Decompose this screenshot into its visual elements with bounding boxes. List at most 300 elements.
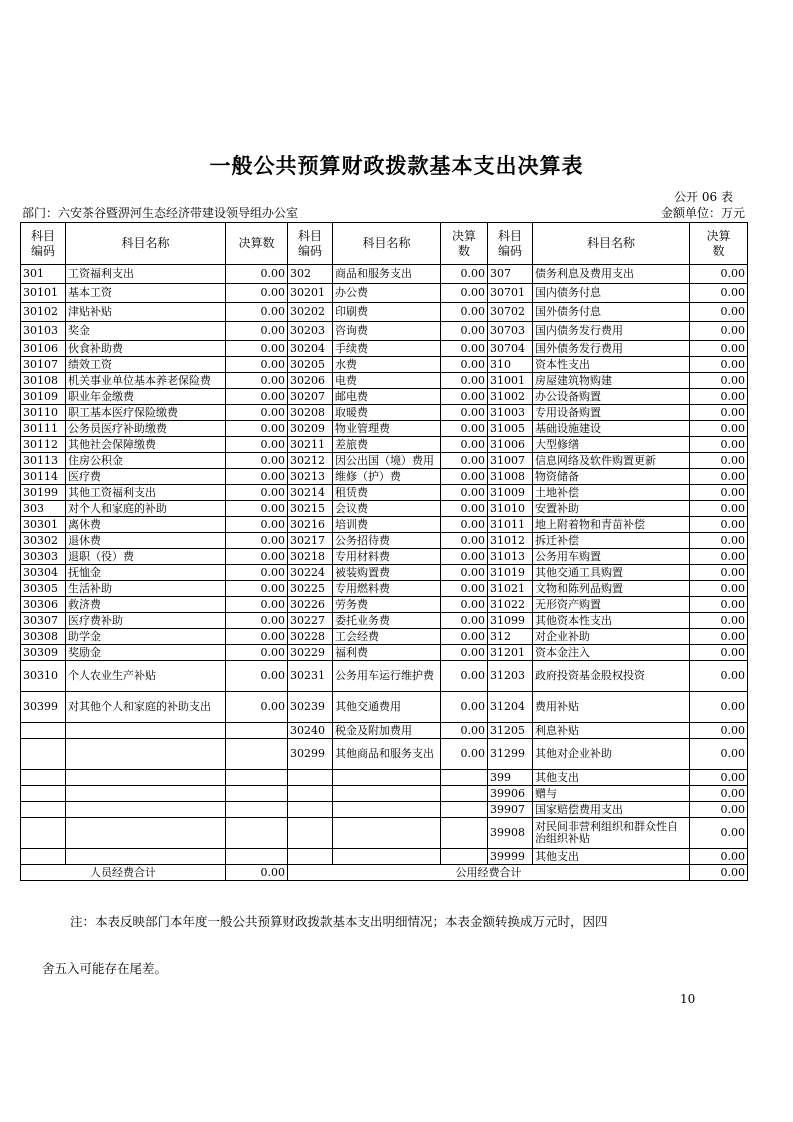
table-row	[21, 723, 748, 739]
subject-name-cell	[333, 770, 441, 786]
amount-cell: 0.00	[441, 405, 488, 421]
subject-code-cell: 30207	[288, 389, 333, 405]
amount-cell: 0.00	[690, 739, 748, 770]
subject-code-cell: 30215	[288, 501, 333, 517]
column-header: 科目 编码	[288, 223, 333, 265]
table-row	[21, 770, 748, 786]
amount-cell	[441, 786, 488, 802]
expenditure-table	[20, 222, 748, 881]
personnel-total-value: 0.00	[226, 865, 288, 881]
subject-name-cell	[66, 802, 226, 818]
table-row	[21, 357, 748, 373]
amount-cell: 0.00	[441, 517, 488, 533]
subject-name-cell: 费用补贴	[533, 692, 690, 723]
subject-name-cell: 其他支出	[533, 849, 690, 865]
table-row	[21, 849, 748, 865]
amount-cell: 0.00	[226, 303, 288, 322]
subject-name-cell: 政府投资基金股权投资	[533, 661, 690, 692]
subject-name-cell: 抚恤金	[66, 565, 226, 581]
column-header: 科目 编码	[488, 223, 533, 265]
subject-code-cell: 30227	[288, 613, 333, 629]
amount-cell: 0.00	[690, 322, 748, 341]
subject-name-cell: 国外债务发行费用	[533, 341, 690, 357]
amount-cell: 0.00	[226, 284, 288, 303]
amount-cell: 0.00	[690, 341, 748, 357]
table-row	[21, 629, 748, 645]
amount-cell: 0.00	[690, 565, 748, 581]
amount-cell: 0.00	[441, 692, 488, 723]
subject-code-cell: 31001	[488, 373, 533, 389]
subject-name-cell: 津贴补贴	[66, 303, 226, 322]
subject-name-cell: 维修（护）费	[333, 469, 441, 485]
subject-name-cell: 工会经费	[333, 629, 441, 645]
subject-name-cell: 取暖费	[333, 405, 441, 421]
subject-name-cell	[333, 786, 441, 802]
subject-name-cell: 工资福利支出	[66, 265, 226, 284]
subject-code-cell	[288, 786, 333, 802]
amount-cell: 0.00	[441, 533, 488, 549]
amount-cell: 0.00	[441, 389, 488, 405]
subject-code-cell: 307	[488, 265, 533, 284]
subject-code-cell	[21, 802, 66, 818]
subject-name-cell: 房屋建筑物购建	[533, 373, 690, 389]
subject-code-cell: 30704	[488, 341, 533, 357]
amount-cell: 0.00	[226, 322, 288, 341]
subject-code-cell	[288, 770, 333, 786]
subject-name-cell: 债务利息及费用支出	[533, 265, 690, 284]
subject-name-cell: 公务用车购置	[533, 549, 690, 565]
subject-code-cell: 31002	[488, 389, 533, 405]
amount-cell: 0.00	[226, 692, 288, 723]
amount-cell: 0.00	[226, 613, 288, 629]
amount-cell	[441, 770, 488, 786]
subject-name-cell: 印刷费	[333, 303, 441, 322]
subject-code-cell: 30228	[288, 629, 333, 645]
subject-name-cell: 对其他个人和家庭的补助支出	[66, 692, 226, 723]
subject-code-cell: 30309	[21, 645, 66, 661]
subject-code-cell: 30211	[288, 437, 333, 453]
subject-code-cell: 30217	[288, 533, 333, 549]
amount-cell: 0.00	[690, 549, 748, 565]
subject-code-cell: 30212	[288, 453, 333, 469]
subject-code-cell: 31005	[488, 421, 533, 437]
amount-cell: 0.00	[226, 645, 288, 661]
amount-cell: 0.00	[226, 501, 288, 517]
amount-cell: 0.00	[441, 303, 488, 322]
amount-cell: 0.00	[690, 501, 748, 517]
subject-name-cell: 文物和陈列品购置	[533, 581, 690, 597]
amount-cell: 0.00	[690, 453, 748, 469]
table-row	[21, 613, 748, 629]
amount-cell: 0.00	[441, 723, 488, 739]
personnel-total-label: 人员经费合计	[21, 865, 226, 881]
amount-cell: 0.00	[690, 581, 748, 597]
table-row	[21, 485, 748, 501]
table-row	[21, 341, 748, 357]
subject-name-cell: 专用燃料费	[333, 581, 441, 597]
subject-code-cell: 30231	[288, 661, 333, 692]
amount-cell	[441, 802, 488, 818]
amount-cell: 0.00	[690, 802, 748, 818]
subject-code-cell: 30225	[288, 581, 333, 597]
subject-code-cell: 30239	[288, 692, 333, 723]
amount-cell: 0.00	[226, 373, 288, 389]
subject-code-cell: 31007	[488, 453, 533, 469]
table-row	[21, 469, 748, 485]
table-row	[21, 565, 748, 581]
subject-name-cell: 其他商品和服务支出	[333, 739, 441, 770]
subject-name-cell: 对民间非营利组织和群众性自治组织补贴	[533, 818, 690, 849]
subject-code-cell	[21, 739, 66, 770]
table-row	[21, 284, 748, 303]
subject-code-cell: 30701	[488, 284, 533, 303]
subject-name-cell: 办公费	[333, 284, 441, 303]
subject-code-cell: 301	[21, 265, 66, 284]
subject-code-cell: 30112	[21, 437, 66, 453]
amount-cell: 0.00	[690, 373, 748, 389]
subject-code-cell: 30110	[21, 405, 66, 421]
subject-code-cell: 30111	[21, 421, 66, 437]
subject-code-cell	[21, 786, 66, 802]
subject-code-cell: 31099	[488, 613, 533, 629]
table-row	[21, 322, 748, 341]
amount-cell: 0.00	[690, 303, 748, 322]
amount-cell	[226, 739, 288, 770]
amount-cell: 0.00	[690, 692, 748, 723]
subject-code-cell: 303	[21, 501, 66, 517]
subject-code-cell: 30301	[21, 517, 66, 533]
amount-cell: 0.00	[690, 469, 748, 485]
form-number: 公开 06 表	[674, 190, 733, 204]
subject-code-cell: 30113	[21, 453, 66, 469]
subject-name-cell: 资本性支出	[533, 357, 690, 373]
amount-cell: 0.00	[441, 661, 488, 692]
subject-name-cell: 对企业补助	[533, 629, 690, 645]
subject-code-cell: 30204	[288, 341, 333, 357]
amount-cell: 0.00	[690, 629, 748, 645]
subject-code-cell: 30306	[21, 597, 66, 613]
table-header-row	[21, 223, 748, 265]
amount-cell: 0.00	[441, 645, 488, 661]
subject-name-cell: 退职（役）费	[66, 549, 226, 565]
subject-name-cell	[66, 786, 226, 802]
amount-cell	[226, 770, 288, 786]
subject-code-cell: 30240	[288, 723, 333, 739]
amount-cell: 0.00	[690, 265, 748, 284]
subject-code-cell: 30218	[288, 549, 333, 565]
subject-code-cell: 30307	[21, 613, 66, 629]
subject-name-cell	[66, 739, 226, 770]
subject-name-cell: 因公出国（境）费用	[333, 453, 441, 469]
amount-cell: 0.00	[441, 322, 488, 341]
subject-code-cell: 30703	[488, 322, 533, 341]
subject-name-cell: 被装购置费	[333, 565, 441, 581]
subject-name-cell: 大型修缮	[533, 437, 690, 453]
amount-cell: 0.00	[441, 629, 488, 645]
subject-name-cell: 信息网络及软件购置更新	[533, 453, 690, 469]
subject-name-cell: 差旅费	[333, 437, 441, 453]
subject-name-cell: 会议费	[333, 501, 441, 517]
table-row	[21, 802, 748, 818]
subject-code-cell: 30229	[288, 645, 333, 661]
amount-cell: 0.00	[441, 549, 488, 565]
amount-cell: 0.00	[226, 549, 288, 565]
subject-code-cell: 30213	[288, 469, 333, 485]
amount-cell: 0.00	[441, 597, 488, 613]
subject-name-cell: 其他社会保障缴费	[66, 437, 226, 453]
subject-code-cell: 399	[488, 770, 533, 786]
table-row	[21, 739, 748, 770]
subject-code-cell: 31201	[488, 645, 533, 661]
subject-code-cell: 39999	[488, 849, 533, 865]
amount-cell: 0.00	[226, 565, 288, 581]
subject-code-cell: 30199	[21, 485, 66, 501]
subject-name-cell: 安置补助	[533, 501, 690, 517]
subject-name-cell	[66, 770, 226, 786]
subject-name-cell: 委托业务费	[333, 613, 441, 629]
amount-cell: 0.00	[226, 629, 288, 645]
subject-name-cell: 办公设备购置	[533, 389, 690, 405]
subject-code-cell: 30304	[21, 565, 66, 581]
amount-cell: 0.00	[441, 565, 488, 581]
amount-cell: 0.00	[226, 389, 288, 405]
amount-cell: 0.00	[690, 485, 748, 501]
subject-code-cell: 30299	[288, 739, 333, 770]
amount-cell: 0.00	[226, 517, 288, 533]
amount-unit-label: 金额单位：万元	[660, 206, 745, 220]
department-label: 部门：六安茶谷暨淠河生态经济带建设领导组办公室	[22, 206, 299, 220]
amount-cell: 0.00	[690, 357, 748, 373]
subject-name-cell	[333, 818, 441, 849]
table-row	[21, 437, 748, 453]
amount-cell	[441, 818, 488, 849]
subject-name-cell: 土地补偿	[533, 485, 690, 501]
table-row	[21, 501, 748, 517]
amount-cell: 0.00	[226, 581, 288, 597]
subject-code-cell: 31012	[488, 533, 533, 549]
amount-cell: 0.00	[690, 597, 748, 613]
table-row	[21, 581, 748, 597]
amount-cell: 0.00	[441, 421, 488, 437]
subject-name-cell: 物业管理费	[333, 421, 441, 437]
table-row	[21, 533, 748, 549]
table-row	[21, 517, 748, 533]
subject-name-cell: 税金及附加费用	[333, 723, 441, 739]
amount-cell: 0.00	[226, 421, 288, 437]
subject-name-cell: 劳务费	[333, 597, 441, 613]
subject-name-cell: 国家赔偿费用支出	[533, 802, 690, 818]
table-row	[21, 389, 748, 405]
subject-name-cell: 物资储备	[533, 469, 690, 485]
subject-code-cell: 30303	[21, 549, 66, 565]
subject-code-cell: 39908	[488, 818, 533, 849]
subject-code-cell: 30399	[21, 692, 66, 723]
subject-name-cell: 商品和服务支出	[333, 265, 441, 284]
amount-cell: 0.00	[441, 613, 488, 629]
subject-code-cell: 30103	[21, 322, 66, 341]
amount-cell: 0.00	[690, 661, 748, 692]
subject-code-cell	[21, 723, 66, 739]
amount-cell: 0.00	[226, 357, 288, 373]
subject-code-cell: 31009	[488, 485, 533, 501]
amount-cell: 0.00	[690, 849, 748, 865]
subject-code-cell: 30216	[288, 517, 333, 533]
amount-cell: 0.00	[441, 453, 488, 469]
subject-code-cell	[21, 849, 66, 865]
subject-name-cell: 个人农业生产补贴	[66, 661, 226, 692]
column-header: 决算 数	[690, 223, 748, 265]
subject-code-cell: 30106	[21, 341, 66, 357]
amount-cell: 0.00	[441, 357, 488, 373]
subject-name-cell: 其他交通工具购置	[533, 565, 690, 581]
subject-code-cell: 31008	[488, 469, 533, 485]
table-row	[21, 597, 748, 613]
table-row	[21, 303, 748, 322]
subject-code-cell: 30702	[488, 303, 533, 322]
subject-code-cell: 30226	[288, 597, 333, 613]
table-row	[21, 549, 748, 565]
footnote-line-1: 注：本表反映部门本年度一般公共预算财政拨款基本支出明细情况；本表金额转换成万元时，因四	[70, 914, 608, 929]
subject-code-cell: 30310	[21, 661, 66, 692]
amount-cell: 0.00	[226, 265, 288, 284]
subject-code-cell: 30209	[288, 421, 333, 437]
amount-cell: 0.00	[690, 284, 748, 303]
subject-name-cell: 奖金	[66, 322, 226, 341]
subject-code-cell: 302	[288, 265, 333, 284]
subject-code-cell: 39906	[488, 786, 533, 802]
subject-code-cell: 30205	[288, 357, 333, 373]
total-row	[21, 865, 748, 881]
column-header: 科目名称	[533, 223, 690, 265]
table-row	[21, 453, 748, 469]
amount-cell	[226, 786, 288, 802]
subject-name-cell: 专用材料费	[333, 549, 441, 565]
subject-code-cell: 310	[488, 357, 533, 373]
amount-cell: 0.00	[690, 437, 748, 453]
subject-code-cell: 30224	[288, 565, 333, 581]
column-header: 决算 数	[441, 223, 488, 265]
subject-name-cell	[333, 802, 441, 818]
amount-cell: 0.00	[226, 341, 288, 357]
column-header: 科目名称	[333, 223, 441, 265]
amount-cell: 0.00	[226, 485, 288, 501]
subject-code-cell	[288, 818, 333, 849]
amount-cell: 0.00	[226, 533, 288, 549]
subject-name-cell: 住房公积金	[66, 453, 226, 469]
subject-name-cell: 职业年金缴费	[66, 389, 226, 405]
subject-name-cell: 培训费	[333, 517, 441, 533]
amount-cell: 0.00	[441, 469, 488, 485]
subject-code-cell	[288, 849, 333, 865]
page-number: 10	[680, 992, 696, 1006]
subject-name-cell	[66, 723, 226, 739]
amount-cell: 0.00	[226, 661, 288, 692]
subject-name-cell: 国内债务发行费用	[533, 322, 690, 341]
subject-name-cell: 租赁费	[333, 485, 441, 501]
subject-code-cell: 30302	[21, 533, 66, 549]
subject-name-cell: 资本金注入	[533, 645, 690, 661]
footnote-line-2: 舍五入可能存在尾差。	[42, 961, 168, 976]
amount-cell: 0.00	[441, 739, 488, 770]
amount-cell: 0.00	[690, 421, 748, 437]
subject-name-cell: 公务招待费	[333, 533, 441, 549]
amount-cell	[226, 802, 288, 818]
table-row	[21, 786, 748, 802]
subject-name-cell: 其他交通费用	[333, 692, 441, 723]
subject-name-cell: 基础设施建设	[533, 421, 690, 437]
subject-name-cell: 其他资本性支出	[533, 613, 690, 629]
subject-code-cell	[21, 818, 66, 849]
amount-cell: 0.00	[690, 613, 748, 629]
subject-name-cell: 地上附着物和青苗补偿	[533, 517, 690, 533]
amount-cell: 0.00	[226, 469, 288, 485]
subject-code-cell: 31021	[488, 581, 533, 597]
subject-code-cell: 30305	[21, 581, 66, 597]
subject-name-cell: 咨询费	[333, 322, 441, 341]
subject-code-cell: 31299	[488, 739, 533, 770]
public-total-value: 0.00	[690, 865, 748, 881]
subject-name-cell: 其他支出	[533, 770, 690, 786]
subject-name-cell: 职工基本医疗保险缴费	[66, 405, 226, 421]
amount-cell: 0.00	[441, 501, 488, 517]
amount-cell: 0.00	[441, 485, 488, 501]
amount-cell: 0.00	[441, 265, 488, 284]
table-row	[21, 645, 748, 661]
subject-name-cell: 救济费	[66, 597, 226, 613]
amount-cell: 0.00	[690, 389, 748, 405]
subject-name-cell: 公务员医疗补助缴费	[66, 421, 226, 437]
amount-cell: 0.00	[226, 405, 288, 421]
subject-code-cell: 30101	[21, 284, 66, 303]
subject-code-cell: 30203	[288, 322, 333, 341]
subject-name-cell: 伙食补助费	[66, 341, 226, 357]
subject-code-cell: 31013	[488, 549, 533, 565]
table-row	[21, 265, 748, 284]
table-row	[21, 661, 748, 692]
subject-code-cell: 30202	[288, 303, 333, 322]
table-row	[21, 373, 748, 389]
subject-name-cell: 奖励金	[66, 645, 226, 661]
table-body	[21, 265, 748, 865]
amount-cell: 0.00	[226, 453, 288, 469]
subject-code-cell: 30214	[288, 485, 333, 501]
subject-code-cell: 39907	[488, 802, 533, 818]
subject-code-cell: 30102	[21, 303, 66, 322]
subject-name-cell: 电费	[333, 373, 441, 389]
amount-cell: 0.00	[226, 597, 288, 613]
amount-cell	[441, 849, 488, 865]
subject-name-cell: 专用设备购置	[533, 405, 690, 421]
subject-code-cell: 30201	[288, 284, 333, 303]
amount-cell	[226, 818, 288, 849]
subject-name-cell: 手续费	[333, 341, 441, 357]
page-title: 一般公共预算财政拨款基本支出决算表	[209, 154, 584, 178]
subject-name-cell	[333, 849, 441, 865]
amount-cell: 0.00	[690, 517, 748, 533]
subject-name-cell: 赠与	[533, 786, 690, 802]
subject-name-cell: 对个人和家庭的补助	[66, 501, 226, 517]
table-row	[21, 421, 748, 437]
subject-code-cell: 30114	[21, 469, 66, 485]
subject-name-cell: 国外债务付息	[533, 303, 690, 322]
amount-cell	[226, 723, 288, 739]
subject-name-cell: 医疗费	[66, 469, 226, 485]
subject-name-cell: 机关事业单位基本养老保险费	[66, 373, 226, 389]
amount-cell: 0.00	[690, 786, 748, 802]
amount-cell: 0.00	[441, 341, 488, 357]
subject-name-cell: 利息补贴	[533, 723, 690, 739]
subject-code-cell	[21, 770, 66, 786]
